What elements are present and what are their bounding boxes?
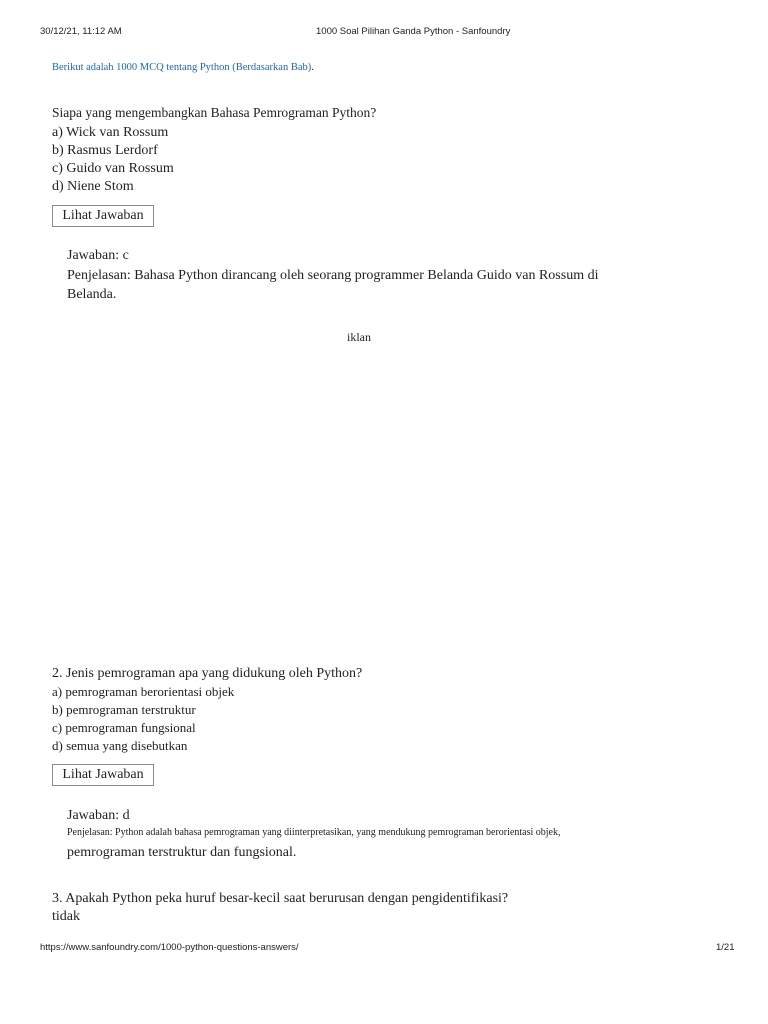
question-2-answer: Jawaban: d xyxy=(67,808,130,823)
question-3-text: 3. Apakah Python peka huruf besar-kecil saat berurusan dengan pengidentifikasi? xyxy=(52,891,509,906)
question-1-option-b: b) Rasmus Lerdorf xyxy=(52,143,158,158)
question-2-option-d: d) semua yang disebutkan xyxy=(52,738,188,753)
question-3-option-a: tidak xyxy=(52,909,80,924)
question-2-option-b: b) pemrograman terstruktur xyxy=(52,702,196,717)
print-footer-url: https://www.sanfoundry.com/1000-python-questions-answers/ xyxy=(40,942,299,953)
question-2-explanation-line1: Penjelasan: Python adalah bahasa pemrograman yang diinterpretasikan, yang mendukung pemrograman berorientasi objek, xyxy=(67,827,561,838)
question-1-text: Siapa yang mengembangkan Bahasa Pemrograman Python? xyxy=(52,105,377,120)
intro-suffix: . xyxy=(311,62,314,73)
question-2-text: 2. Jenis pemrograman apa yang didukung oleh Python? xyxy=(52,666,363,681)
question-1-option-d: d) Niene Stom xyxy=(52,179,134,194)
question-2-option-a: a) pemrograman berorientasi objek xyxy=(52,684,235,699)
question-1-answer: Jawaban: c xyxy=(67,248,129,263)
print-page-number: 1/21 xyxy=(716,942,735,953)
print-datetime: 30/12/21, 11:12 AM xyxy=(40,26,122,37)
question-1-explanation: Penjelasan: Bahasa Python dirancang oleh seorang programmer Belanda Guido van Rossum di Belanda. xyxy=(67,268,599,302)
show-answer-button-2[interactable]: Lihat Jawaban xyxy=(52,764,154,786)
question-2-explanation-line2: pemrograman terstruktur dan fungsional. xyxy=(67,845,297,860)
intro-line xyxy=(52,62,314,73)
intro-link[interactable]: Berikut adalah 1000 MCQ tentang Python (Berdasarkan Bab) xyxy=(52,62,312,73)
question-1-option-a: a) Wick van Rossum xyxy=(52,125,169,140)
question-2-option-c: c) pemrograman fungsional xyxy=(52,720,196,735)
print-page-title: 1000 Soal Pilihan Ganda Python - Sanfoundry xyxy=(316,26,511,37)
ad-label: iklan xyxy=(347,330,371,344)
show-answer-button-1[interactable]: Lihat Jawaban xyxy=(52,205,154,227)
question-1-option-c: c) Guido van Rossum xyxy=(52,161,174,176)
